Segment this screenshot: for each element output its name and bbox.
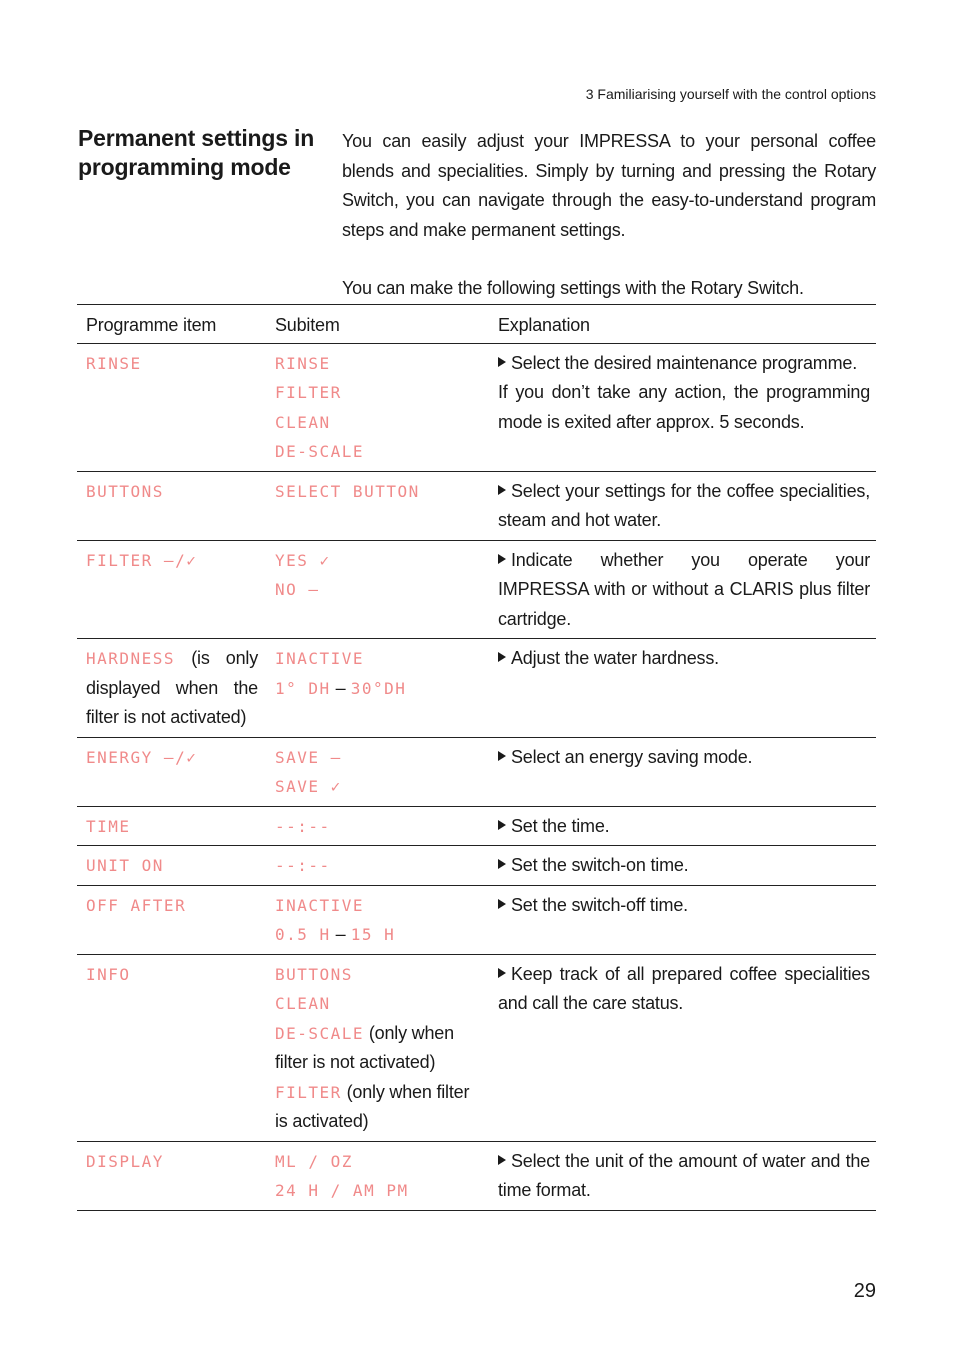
- explanation-cell: [487, 343, 876, 471]
- settings-table: [77, 304, 876, 1211]
- display-text: INACTIVE: [275, 649, 365, 668]
- table-row: [77, 954, 876, 1141]
- range-separator: –: [330, 924, 351, 944]
- programme-item-cell: [77, 471, 266, 540]
- subitem-cell: [266, 846, 487, 886]
- table-row: [77, 471, 876, 540]
- lead-paragraph: You can make the following settings with the Rotary Switch.: [342, 278, 804, 298]
- triangle-right-icon: [498, 485, 506, 495]
- subitem-cell: [266, 343, 487, 471]
- programme-item-cell: [77, 885, 266, 954]
- display-text: 24 H / AM PM: [275, 1181, 409, 1200]
- explanation-text: Adjust the water hardness.: [511, 648, 719, 668]
- subitem-cell: [266, 954, 487, 1141]
- page-number: 29: [853, 1280, 876, 1302]
- table-body: [77, 343, 876, 1210]
- display-text: INFO: [86, 964, 131, 984]
- subitem-line: [275, 989, 479, 1019]
- subitem-line: [275, 920, 479, 950]
- subitem-line: [275, 674, 479, 704]
- table-row: [77, 639, 876, 738]
- table-row: [77, 737, 876, 806]
- intro-paragraph: You can easily adjust your IMPRESSA to your personal coffee blends and specialities. Simply by turning and pressing the Rotary Switch, you can navigate through the easy-to-understand program steps and make permanent settings.: [342, 131, 876, 240]
- display-text: RINSE: [86, 353, 142, 373]
- subitem-line: [275, 477, 479, 507]
- explanation-cell: [487, 954, 876, 1141]
- triangle-right-icon: [498, 1155, 506, 1165]
- display-text: CLEAN: [275, 994, 331, 1013]
- subitem-cell: [266, 1141, 487, 1210]
- triangle-right-icon: [498, 899, 506, 909]
- subitem-line: [275, 743, 479, 773]
- subitem-line: [275, 437, 479, 467]
- display-text: BUTTONS: [275, 964, 353, 984]
- table-row: [77, 846, 876, 886]
- explanation-text: Select the desired maintenance programme.: [511, 352, 857, 373]
- chapter-header: 3 Familiarising yourself with the control options: [585, 86, 876, 102]
- subitem-cell: [266, 885, 487, 954]
- explanation-cell: [487, 737, 876, 806]
- programme-item-cell: [77, 639, 266, 738]
- display-text: CLEAN: [275, 412, 331, 432]
- explanation-cell: [487, 806, 876, 846]
- subitem-line: [275, 1176, 479, 1206]
- display-text: BUTTONS: [86, 481, 164, 501]
- display-text: --:--: [275, 816, 331, 836]
- table-row: [77, 885, 876, 954]
- display-text: ML / OZ: [275, 1151, 353, 1171]
- subitem-line: [275, 644, 479, 674]
- header-explanation: Explanation: [487, 305, 876, 344]
- subitem-line: [275, 891, 479, 921]
- triangle-right-icon: [498, 968, 506, 978]
- display-text: FILTER: [275, 1082, 342, 1102]
- programme-item-cell: [77, 1141, 266, 1210]
- explanation-cell: [487, 846, 876, 886]
- triangle-right-icon: [498, 652, 506, 662]
- table-row: [77, 806, 876, 846]
- explanation-text: Set the switch-on time.: [511, 855, 689, 875]
- subitem-line: [275, 1147, 479, 1177]
- table-row: [77, 1141, 876, 1210]
- display-text: --:--: [275, 856, 331, 875]
- triangle-right-icon: [498, 820, 506, 830]
- subitem-line: [275, 378, 479, 408]
- subitem-line: [275, 812, 479, 842]
- explanation-text: Keep track of all prepared coffee specialities and call the care status.: [498, 963, 870, 1013]
- subitem-line: [275, 349, 479, 379]
- triangle-right-icon: [498, 751, 506, 761]
- display-text: SAVE ✓: [275, 777, 342, 796]
- subitem-cell: [266, 737, 487, 806]
- display-text: DISPLAY: [86, 1151, 164, 1171]
- display-text: 0.5 H: [275, 925, 331, 944]
- explanation-text: Select your settings for the coffee specialities, steam and hot water.: [498, 480, 870, 530]
- subitem-note: (only when filter is not activated): [275, 1022, 454, 1072]
- display-text: 1° DH: [275, 678, 331, 698]
- subitem-cell: [266, 471, 487, 540]
- programme-item-cell: [77, 846, 266, 886]
- display-text: YES ✓: [275, 550, 331, 570]
- table-header-row: [77, 305, 876, 344]
- explanation-text: Set the time.: [511, 815, 610, 836]
- table-row: [77, 343, 876, 471]
- display-text: RINSE: [275, 353, 331, 373]
- subitem-note: (only when filter is activated): [275, 1081, 470, 1131]
- subitem-cell: [266, 639, 487, 738]
- display-text: INACTIVE: [275, 895, 365, 915]
- table-row: [77, 540, 876, 639]
- display-text: ENERGY –/✓: [86, 747, 198, 767]
- item-note: (is only displayed when the filter is not activated): [86, 648, 258, 727]
- display-text: SAVE –: [275, 747, 342, 767]
- triangle-right-icon: [498, 554, 506, 564]
- subitem-line: [275, 546, 479, 576]
- programme-item-cell: [77, 954, 266, 1141]
- subitem-line: [275, 851, 479, 881]
- display-text: TIME: [86, 816, 131, 836]
- header-programme-item: Programme item: [77, 305, 266, 344]
- display-text: HARDNESS: [86, 649, 176, 668]
- explanation-cell: [487, 1141, 876, 1210]
- explanation-text: Set the switch-off time.: [511, 894, 688, 915]
- explanation-cell: [487, 471, 876, 540]
- display-text: SELECT BUTTON: [275, 481, 420, 501]
- display-text: 30°DH: [350, 678, 407, 698]
- triangle-right-icon: [498, 859, 506, 869]
- display-text: DE-SCALE: [275, 1023, 365, 1043]
- display-text: FILTER: [275, 383, 342, 402]
- subitem-line: [275, 575, 479, 605]
- explanation-extra: If you don’t take any action, the programming mode is exited after approx. 5 seconds.: [498, 382, 870, 432]
- display-text: FILTER –/✓: [86, 550, 198, 570]
- explanation-text: Select an energy saving mode.: [511, 746, 753, 767]
- triangle-right-icon: [498, 357, 506, 367]
- subitem-line: [275, 772, 479, 802]
- subitem-cell: [266, 806, 487, 846]
- subitem-line: [275, 1019, 479, 1078]
- explanation-text: Select the unit of the amount of water and the time format.: [498, 1150, 870, 1200]
- subitem-line: [275, 408, 479, 438]
- programme-item-cell: [77, 737, 266, 806]
- explanation-cell: [487, 885, 876, 954]
- section-title: Permanent settings in programming mode: [78, 125, 315, 180]
- display-text: OFF AFTER: [86, 895, 187, 915]
- display-text: NO –: [275, 580, 320, 599]
- subitem-line: [275, 960, 479, 990]
- programme-item-cell: [77, 806, 266, 846]
- subitem-line: [275, 1078, 479, 1137]
- display-text: UNIT ON: [86, 856, 164, 875]
- programme-item-cell: [77, 540, 266, 639]
- display-text: 15 H: [350, 925, 396, 944]
- header-subitem: Subitem: [266, 305, 487, 344]
- display-text: DE-SCALE: [275, 442, 365, 461]
- programme-item-cell: [77, 343, 266, 471]
- explanation-cell: [487, 540, 876, 639]
- explanation-text: Indicate whether you operate your IMPRESSA with or without a CLARIS plus filter cartridge.: [498, 549, 870, 629]
- range-separator: –: [330, 677, 351, 698]
- explanation-cell: [487, 639, 876, 738]
- subitem-cell: [266, 540, 487, 639]
